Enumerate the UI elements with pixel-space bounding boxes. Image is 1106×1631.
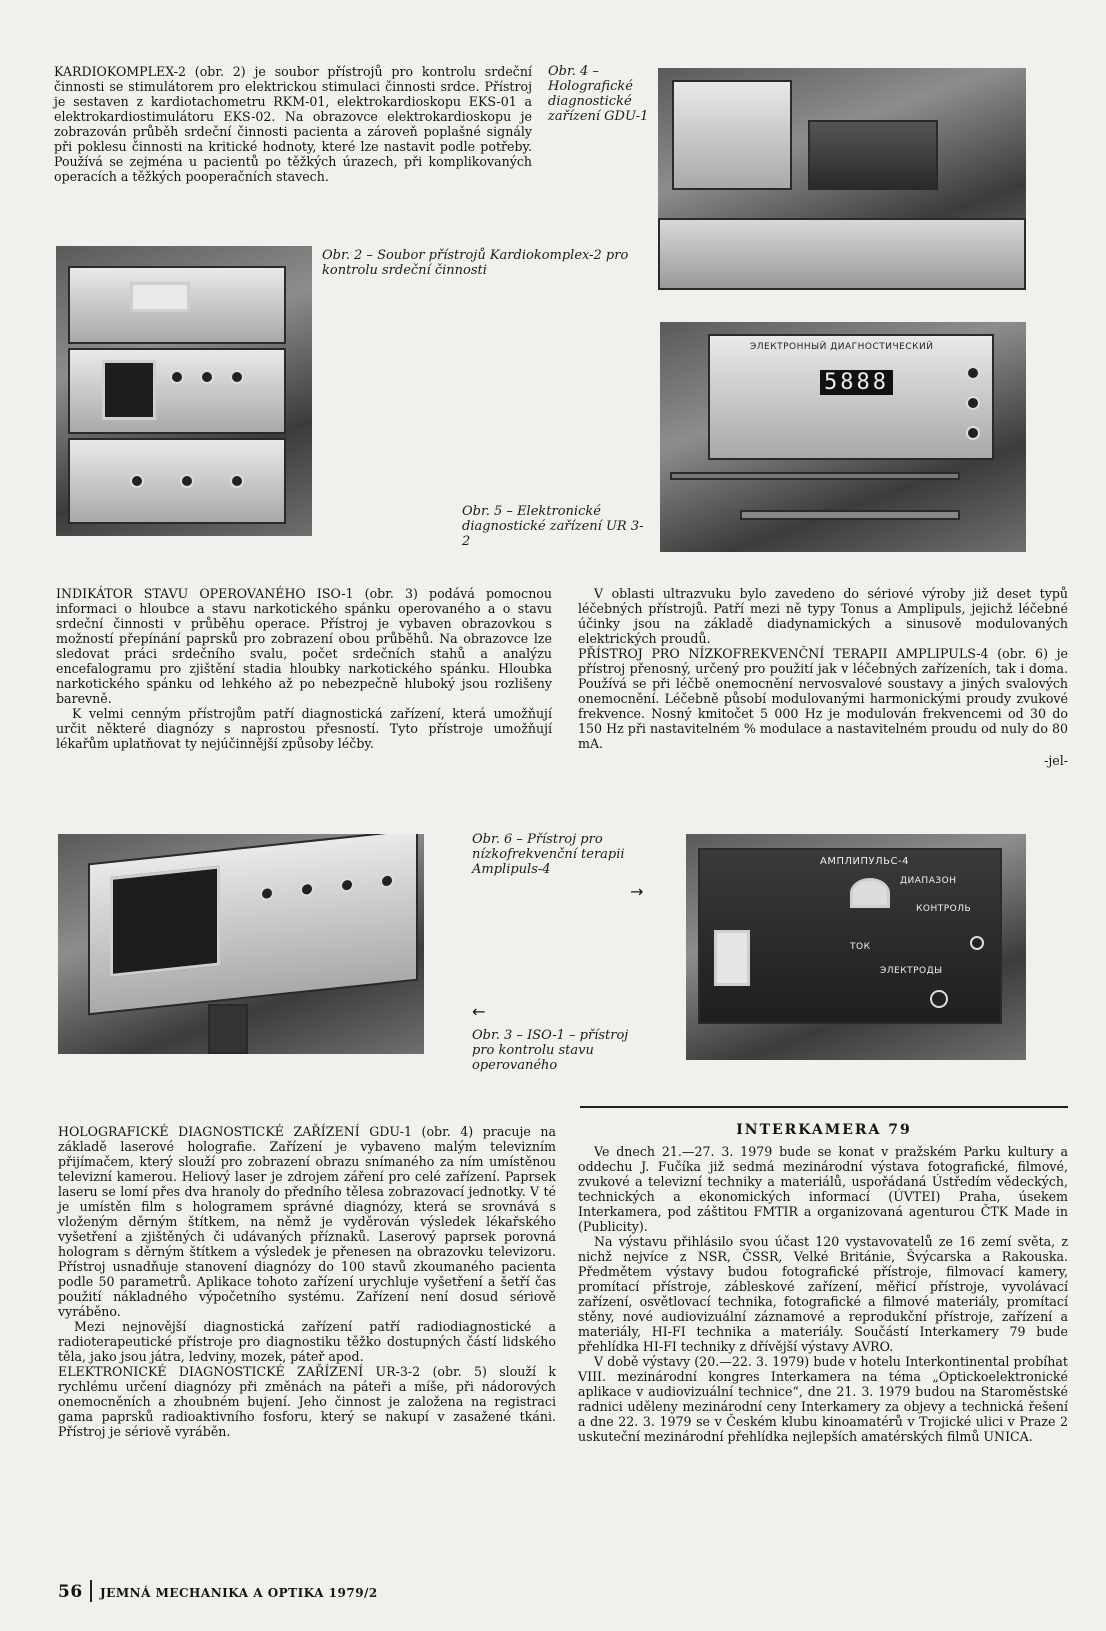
caption-obr3: Obr. 3 – ISO-1 – přístroj pro kontrolu stavu operovaného — [472, 1028, 629, 1073]
photo-probe — [740, 510, 960, 520]
article-ultrazvuk — [578, 586, 1068, 768]
caption-obr2: Obr. 2 – Soubor přístrojů Kardiokomplex-2 pro kontrolu srdeční činnosti — [322, 248, 629, 278]
photo-panel-label: ЭЛЕКТРОДЫ — [880, 966, 943, 976]
photo-device-rkm — [68, 266, 286, 344]
photo-kardiokomplex-2 — [56, 246, 312, 536]
photo-device-iso — [88, 834, 418, 1015]
photo-device-box — [672, 80, 792, 190]
heading-interkamera: INTERKAMERA 79 — [736, 1122, 912, 1138]
arrow-left-icon: ← — [472, 1002, 486, 1021]
photo-panel-label: ДИАПАЗОН — [900, 876, 957, 886]
photo-knob — [130, 474, 144, 488]
photo-device-eks02 — [68, 438, 286, 524]
paragraph-holograficke: HOLOGRAFICKÉ DIAGNOSTICKÉ ZAŘÍZENÍ GDU-1 (obr. 4) pracuje na základě laserové holografie. Zařízení je vybaveno malým televizním přijímačem, který slouží pro zobrazení obrazu snímaného za ním umístěnou televizní kamerou. Heliový laser je zdrojem záření pro celé zařízení. Paprsek laseru se lomí přes dva hranoly do předního tělesa zobrazovací jednotky. V té je umístěn film s hologramem správné diagnózy, která se srovnává s vloženým děrným štítkem, na němž je vyděrován výsledek lékařského vyšetření a zjištěných či udávaných příznaků. Laserový paprsek porovná hologram s děrným štítkem a výsledek je přenesen na obrazovku televizoru. Přístroj usnadňuje stanovení diagnózy do 100 stavů zkoumaného pacienta podle 50 parametrů. Aplikace tohoto zařízení urychluje vyšetření a šetří čas použití nákladného výpočetního systému. Zařízení není dosud sériově vyráběno. — [58, 1124, 556, 1319]
photo-knob — [200, 370, 214, 384]
photo-knob — [230, 474, 244, 488]
photo-panel-label: ТОК — [850, 942, 871, 952]
photo-ur-3-2 — [660, 322, 1026, 552]
photo-knob — [930, 990, 948, 1008]
paragraph-elektronicke: ELEKTRONICKÉ DIAGNOSTICKÉ ZAŘÍZENÍ UR-3-2 (obr. 5) slouží k rychlému určení diagnózy při změnách na páteři a míše, při nádorových onemocněních a zhoubném bujení. Jeho činnost je založena na registraci gama paprsků radioaktivního fosforu, který se nakupí v zasažené tkáni. Přístroj je sériově vyráběn. — [58, 1364, 556, 1439]
photo-iso-1 — [58, 834, 424, 1054]
paragraph-interkamera-1: Ve dnech 21.—27. 3. 1979 bude se konat v pražském Parku kultury a oddechu J. Fučíka již sedmá mezinárodní výstava fotografické, filmové, zvukové a televizní techniky a materiálů, uspořádaná Ústředím vědeckých, technických a ekonomických informací (ÚVTEI) Praha, úsekem Interkamera, pod záštitou FMTIR a organizovaná agenturou ČTK Made in (Publicity). — [578, 1144, 1068, 1234]
photo-knob — [340, 877, 354, 892]
photo-knob — [260, 886, 274, 901]
paragraph-amplipuls: PŘÍSTROJ PRO NÍZKOFREKVENČNÍ TERAPII AMPLIPULS-4 (obr. 6) je přístroj přenosný, určený pro použití jak v léčebných zařízeních, tak i doma. Používá se při léčbě onemocnění nervosvalové soustavy a jiných svalových onemocnění. Léčebně působí modulovanými harmonickými proudy zvukové frekvence. Nosný kmitočet 5 000 Hz je modulován frekvencemi od 30 do 150 Hz při nastavitelném % modulace a nastavitelném proudu od nuly do 80 mA. — [578, 646, 1068, 751]
photo-table — [658, 218, 1026, 290]
paragraph-ultrazvuk: V oblasti ultrazvuku bylo zavedeno do sériové výroby již deset typů léčebných přístrojů. Patří mezi ně typy Tonus a Amplipuls, jejichž léčebné účinky jsou na základě diadynamických a sinusově modulovaných elektrických proudů. — [578, 586, 1068, 646]
photo-device-ur — [708, 334, 994, 460]
photo-screen — [102, 360, 156, 420]
photo-device-amplipuls — [698, 848, 1002, 1024]
paragraph-k-velmi: K velmi cenným přístrojům patří diagnostická zařízení, která umožňují určit některé diagnózy s naprostou přesností. Tyto přístroje umožňují lékařům uplatňovat ty nejúčinnější způsoby léčby. — [56, 706, 552, 751]
section-rule — [580, 1106, 1068, 1108]
caption-obr5: Obr. 5 – Elektronické diagnostické zařízení UR 3-2 — [462, 504, 644, 549]
photo-knob — [966, 426, 980, 440]
photo-digital-display: 5888 — [820, 370, 893, 395]
paragraph-mezi: Mezi nejnovější diagnostická zařízení patří radiodiagnostické a radioterapeutické přístroje pro diagnostiku těžko dostupných částí lidského těla, jako jsou játra, ledviny, mozek, páteř apod. — [58, 1319, 556, 1364]
photo-knob — [180, 474, 194, 488]
article-interkamera — [578, 1144, 1068, 1444]
photo-stand — [208, 1004, 248, 1054]
paragraph-indikator: INDIKÁTOR STAVU OPEROVANÉHO ISO-1 (obr. 3) podává pomocnou informaci o hloubce a stavu narkotického spánku operovaného a o stavu srdeční činnosti v průběhu operace. Přístroj je vybaven obrazovkou s možností přepínání paprsků pro zobrazení obou průběhů. Na obrazovce lze sledovat práci srdečního svalu, počet srdečních stahů a analýzu encefalogramu pro zjištění stadia hloubky narkotického spánku. Hloubka narkotického spánku od lehkého až po nebezpečně hluboký jsou rozlišeny barevně. — [56, 586, 552, 706]
photo-screen — [110, 865, 220, 977]
photo-probe — [670, 472, 960, 480]
photo-knob — [966, 366, 980, 380]
photo-knob — [300, 882, 314, 897]
photo-gdu-1 — [658, 68, 1026, 290]
photo-knob — [230, 370, 244, 384]
signature: -jel- — [1044, 753, 1068, 768]
arrow-right-icon: → — [630, 882, 644, 901]
paragraph-interkamera-3: V době výstavy (20.—22. 3. 1979) bude v hotelu Interkontinental probíhat VIII. mezinárodní kongres Interkamera na téma „Optickoelektronické aplikace v audiovizuální technice“, dne 21. 3. 1979 budou na Staroměstské radnici uděleny mezinárodní ceny Interkamery za objevy a technická řešení a dne 22. 3. 1979 se v Českém klubu kinoamatérů v Trojické ulici v Praze 2 uskuteční mezinárodní přehlídka nejlepších amatérských filmů UNICA. — [578, 1354, 1068, 1444]
article-indikator — [56, 586, 552, 751]
photo-device-eks01 — [68, 348, 286, 434]
paragraph-interkamera-2: Na výstavu přihlásilo svou účast 120 vystavovatelů ze 16 zemí světa, z nichž nejvíce z NSR, ČSSR, Velké Británie, Švýcarska a Rakouska. Předmětem výstavy budou fotografické přístroje, filmovací kamery, promítací přístroje, zábleskové zařízení, měřicí přístroje, vyvolávací zařízení, osvětlovací technika, fotografické a filmové materiály, promítací stěny, nové audiovizuální záznamové a reprodukční přístroje, zařízení a materiály, HI-FI technika a materiály. Součástí Interkamery 79 bude přehlídka HI-FI techniky z dřívější výstavy AVRO. — [578, 1234, 1068, 1354]
photo-knob — [380, 873, 394, 888]
photo-knob — [170, 370, 184, 384]
photo-panel-label: КОНТРОЛЬ — [916, 904, 972, 914]
caption-obr6: Obr. 6 – Přístroj pro nízkofrekvenční terapii Amplipuls-4 — [472, 832, 625, 877]
caption-obr4: Obr. 4 – Holografické diagnostické zařízení GDU-1 — [548, 64, 649, 124]
photo-panel-label: АМПЛИПУЛЬС-4 — [820, 856, 909, 867]
photo-amplipuls-4 — [686, 834, 1026, 1060]
footer-divider — [90, 1580, 92, 1602]
photo-meter — [850, 878, 890, 908]
photo-knob — [966, 396, 980, 410]
paragraph-kardiokomplex: KARDIOKOMPLEX-2 (obr. 2) je soubor přístrojů pro kontrolu srdeční činnosti se stimulátorem pro elektrickou stimulaci činnosti srdce. Přístroj je sestaven z kardiotachometru RKM-01, elektrokardioskopu EKS-01 a elektrokardiostimulátoru EKS-02. Na obrazovce elektrokardioskopu je zobrazován průběh srdeční činnosti pacienta a zároveň poplašné signály při poklesu činnosti na kritické hodnoty, které lze nastavit podle potřeby. Používá se zejména u pacientů po těžkých úrazech, při komplikovaných operacích a těžkých pooperačních stavech. — [54, 64, 532, 184]
photo-meter — [130, 282, 190, 312]
article-kardiokomplex — [54, 64, 532, 184]
journal-name: JEMNÁ MECHANIKA A OPTIKA 1979/2 — [100, 1586, 378, 1600]
photo-meter — [714, 930, 750, 986]
photo-panel-label: ЭЛЕКТРОННЫЙ ДИАГНОСТИЧЕСКИЙ — [750, 342, 934, 352]
photo-knob — [970, 936, 984, 950]
article-holograficke — [58, 1124, 556, 1439]
page-number: 56 — [58, 1582, 83, 1602]
photo-device-unit — [808, 120, 938, 190]
